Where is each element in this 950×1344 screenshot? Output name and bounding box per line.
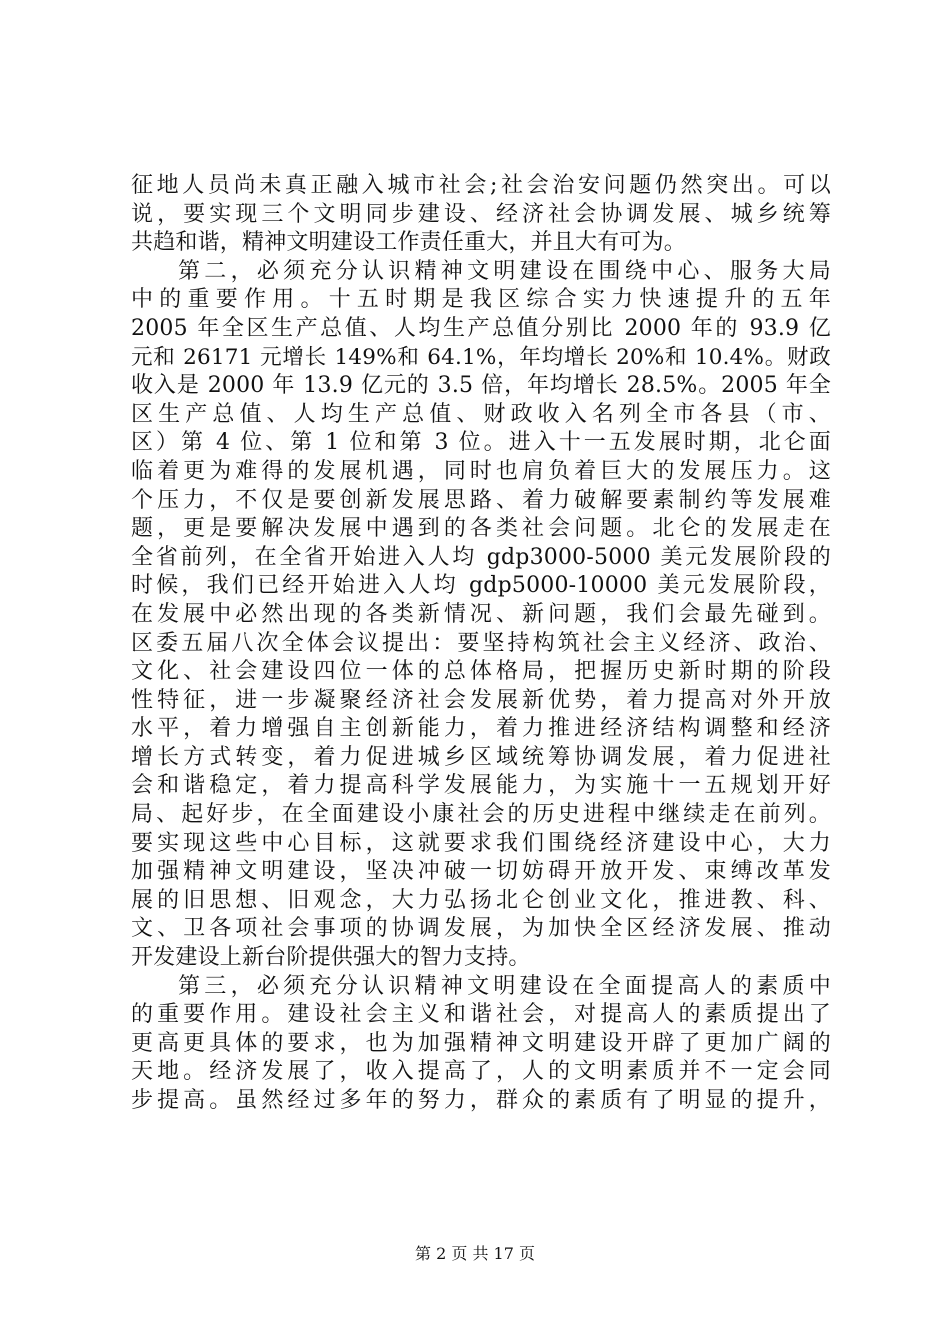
text-line: 的重要作用。建设社会主义和谐社会，对提高人的素质提出了: [131, 1002, 831, 1028]
text-line: 2005 年全区生产总值、人均生产总值分别比 2000 年的 93.9 亿: [131, 315, 831, 341]
text-line: 性特征，进一步凝聚经济社会发展新优势，着力提高对外开放: [131, 687, 831, 713]
text-line: 收入是 2000 年 13.9 亿元的 3.5 倍，年均增长 28.5%。2005 年全: [131, 373, 831, 399]
text-line: 开发建设上新台阶提供强大的智力支持。: [131, 945, 531, 971]
text-line: 在发展中必然出现的各类新情况、新问题，我们会最先碰到。: [131, 601, 831, 627]
text-line: 个压力，不仅是要创新发展思路、着力破解要素制约等发展难: [131, 487, 831, 513]
text-line: 加强精神文明建设，坚决冲破一切妨碍开放开发、束缚改革发: [131, 859, 831, 885]
text-line: 更高更具体的要求，也为加强精神文明建设开辟了更加广阔的: [131, 1030, 831, 1056]
text-line: 水平，着力增强自主创新能力，着力推进经济结构调整和经济: [131, 716, 831, 742]
text-line: 文、卫各项社会事项的协调发展，为加快全区经济发展、推动: [131, 916, 831, 942]
text-line: 区）第 4 位、第 1 位和第 3 位。进入十一五发展时期，北仑面: [131, 430, 831, 456]
text-line: 局、起好步，在全面建设小康社会的历史进程中继续走在前列。: [131, 802, 831, 828]
text-line: 会和谐稳定，着力提高科学发展能力，为实施十一五规划开好: [131, 773, 831, 799]
text-line: 全省前列，在全省开始进入人均 gdp3000-5000 美元发展阶段的: [131, 544, 831, 570]
text-line: 天地。经济发展了，收入提高了，人的文明素质并不一定会同: [131, 1059, 831, 1085]
text-line: 说，要实现三个文明同步建设、经济社会协调发展、城乡统筹: [131, 201, 831, 227]
text-line: 中的重要作用。十五时期是我区综合实力快速提升的五年: [131, 287, 831, 313]
body-text: [131, 172, 831, 1116]
text-line: 区生产总值、人均生产总值、财政收入名列全市各县（市、: [131, 401, 831, 427]
text-line: 区委五届八次全体会议提出：要坚持构筑社会主义经济、政治、: [131, 630, 831, 656]
text-line: 要实现这些中心目标，这就要求我们围绕经济建设中心，大力: [131, 830, 831, 856]
text-line: 展的旧思想、旧观念，大力弘扬北仑创业文化，推进教、科、: [131, 887, 831, 913]
text-line: 时候，我们已经开始进入人均 gdp5000-10000 美元发展阶段，: [131, 573, 831, 599]
text-line: 临着更为难得的发展机遇，同时也肩负着巨大的发展压力。这: [131, 458, 831, 484]
text-line: 征地人员尚未真正融入城市社会;社会治安问题仍然突出。可以: [131, 173, 831, 198]
text-line: 元和 26171 元增长 149%和 64.1%，年均增长 20%和 10.4%。财政: [131, 344, 831, 370]
text-line: 第三，必须充分认识精神文明建设在全面提高人的素质中: [178, 973, 831, 999]
page-footer: 第 2 页 共 17 页: [415, 1244, 535, 1263]
text-line: 步提高。虽然经过多年的努力，群众的素质有了明显的提升，: [131, 1088, 831, 1113]
text-line: 共趋和谐，精神文明建设工作责任重大，并且大有可为。: [131, 230, 687, 256]
text-line: 题，更是要解决发展中遇到的各类社会问题。北仑的发展走在: [131, 516, 831, 542]
text-line: 第二，必须充分认识精神文明建设在围绕中心、服务大局: [178, 258, 831, 284]
text-line: 文化、社会建设四位一体的总体格局，把握历史新时期的阶段: [131, 659, 831, 685]
text-line: 增长方式转变，着力促进城乡区域统筹协调发展，着力促进社: [131, 744, 831, 770]
